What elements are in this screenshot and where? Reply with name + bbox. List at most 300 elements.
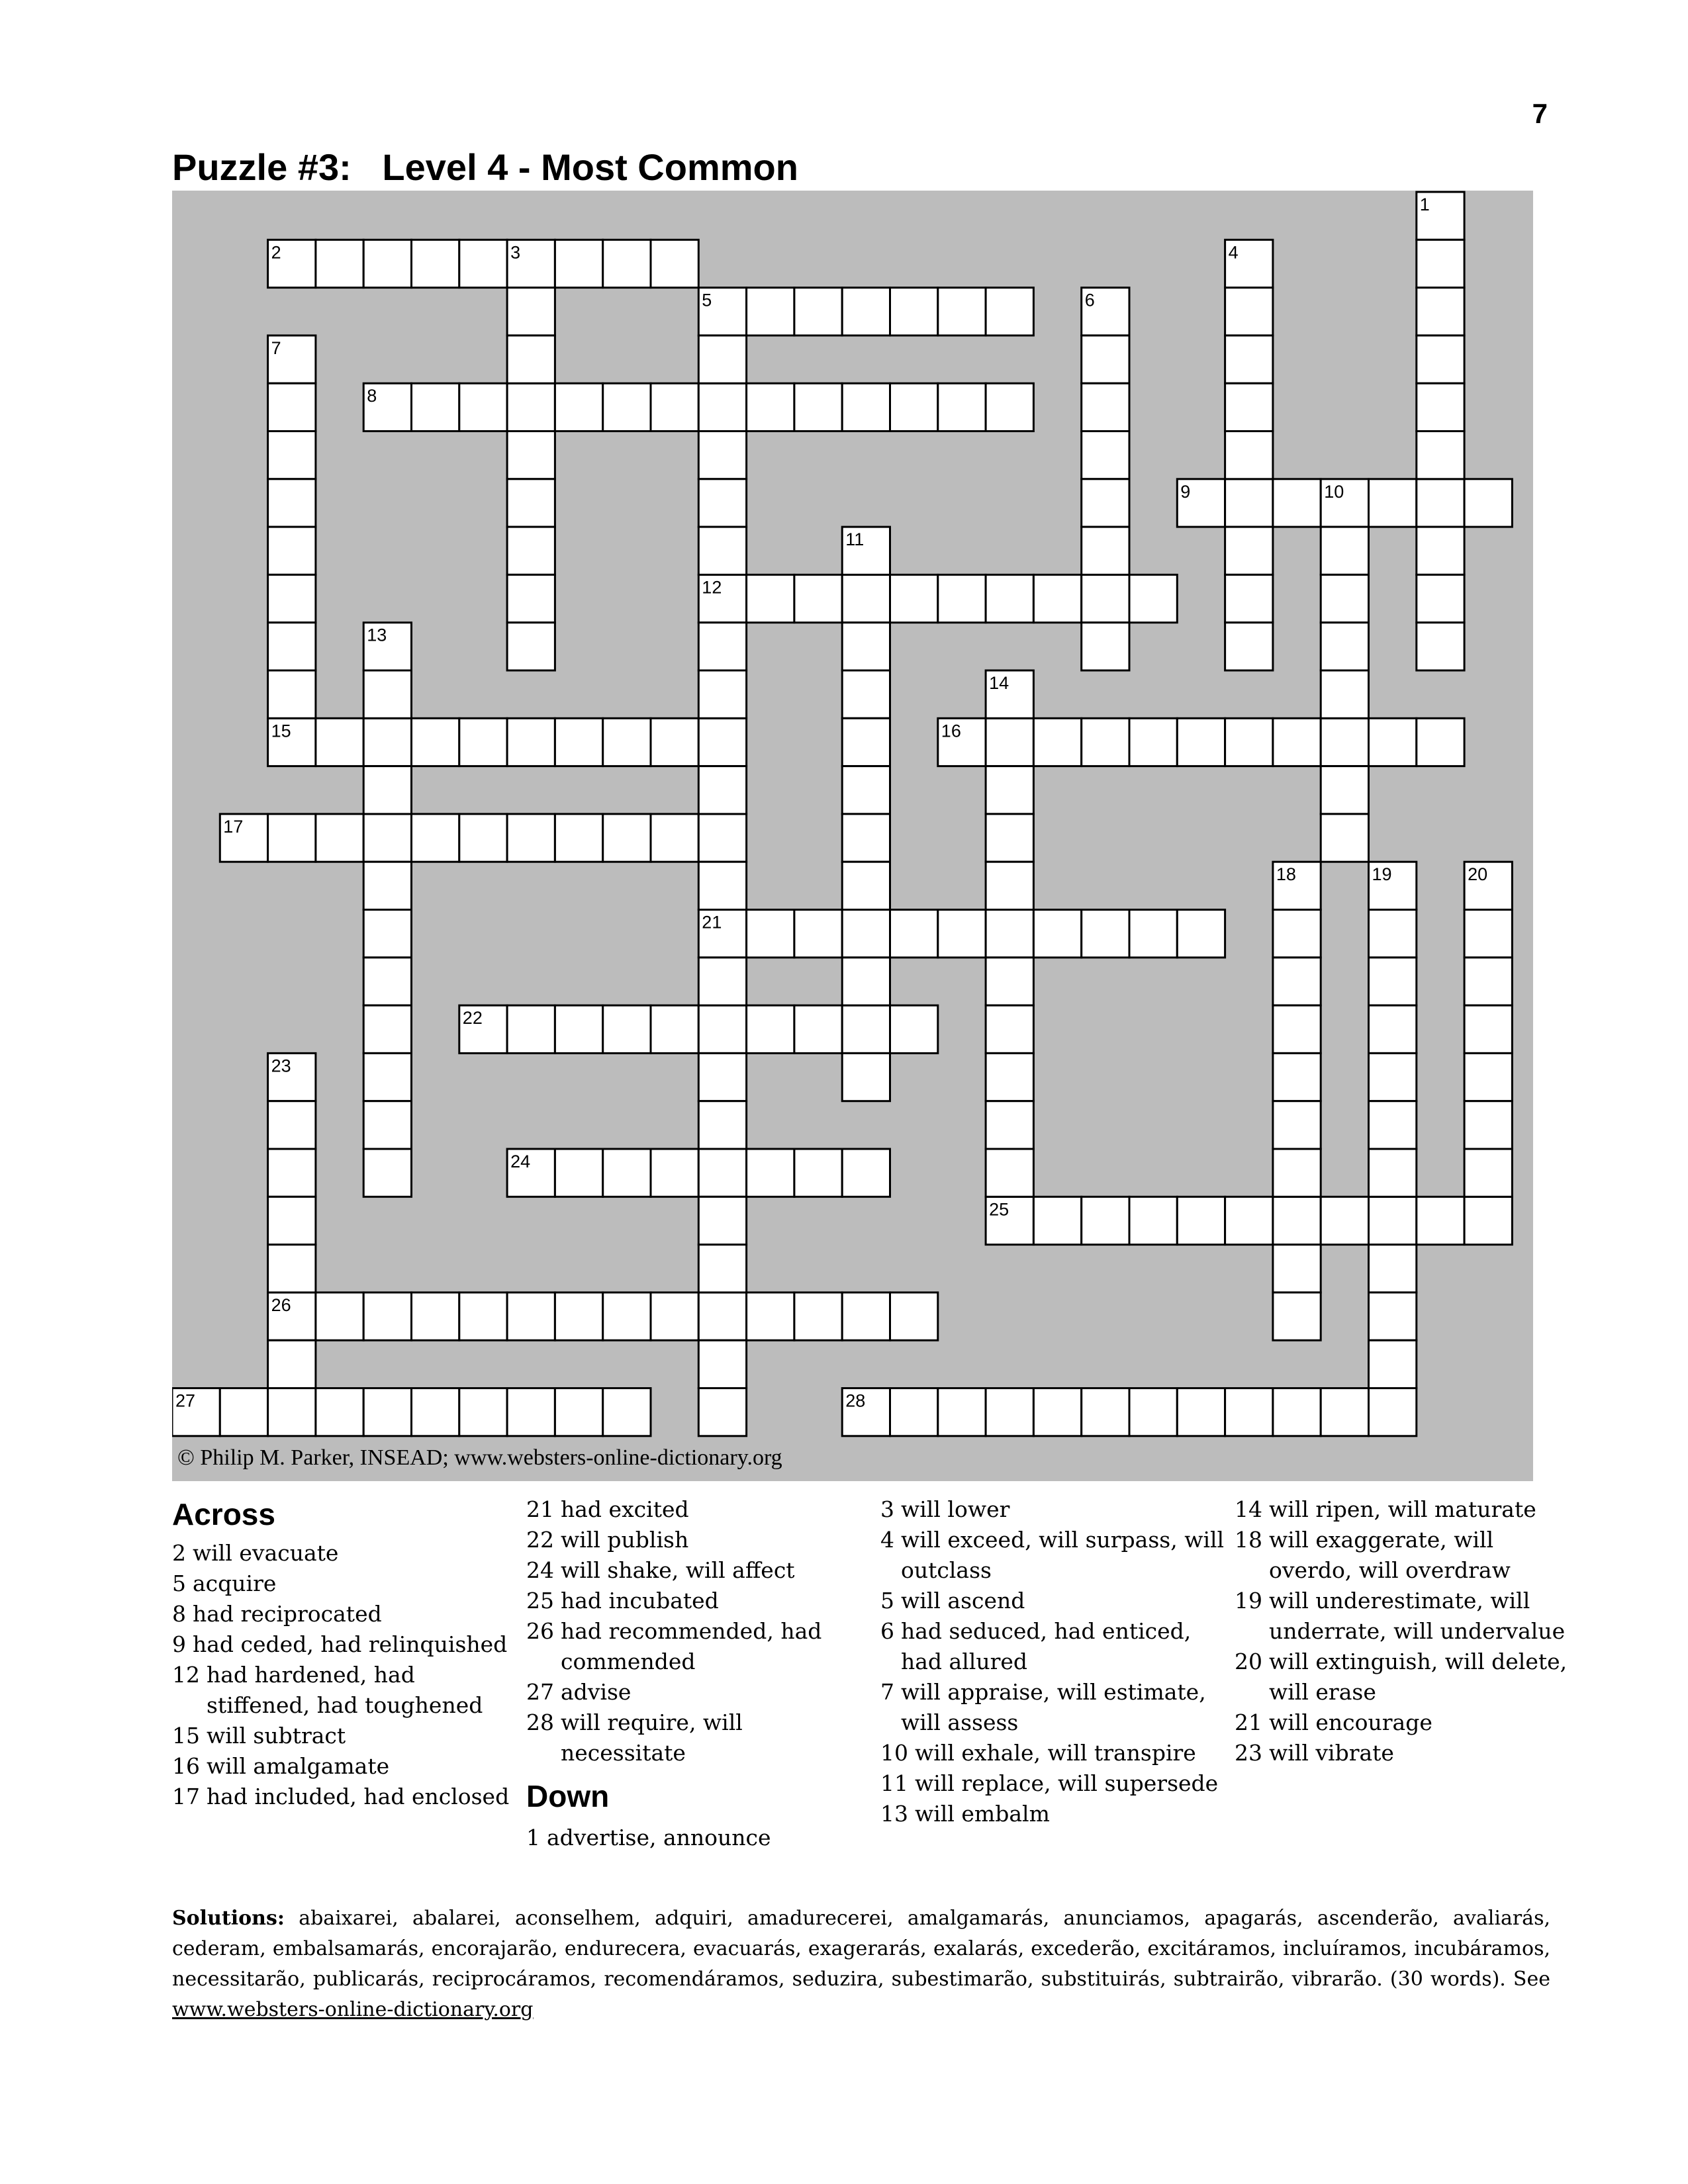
grid-cell[interactable]: [1082, 432, 1129, 479]
grid-cell[interactable]: [412, 1388, 459, 1436]
grid-cell[interactable]: [603, 240, 651, 287]
grid-cell[interactable]: [938, 910, 986, 958]
grid-cell[interactable]: [555, 814, 602, 862]
grid-cell[interactable]: [603, 718, 651, 766]
grid-cell[interactable]: [698, 670, 746, 718]
clue-item: [880, 1616, 1225, 1677]
grid-cell[interactable]: [698, 1005, 746, 1053]
grid-cell[interactable]: [1082, 1197, 1129, 1244]
grid-cell[interactable]: [1273, 718, 1321, 766]
grid-cell[interactable]: [363, 1101, 411, 1149]
clue-number: 21: [526, 1496, 554, 1522]
grid-cell[interactable]: [1321, 718, 1368, 766]
grid-cell[interactable]: [890, 910, 938, 958]
clue-item: [172, 1660, 516, 1721]
grid-cell[interactable]: [507, 479, 555, 527]
grid-cell[interactable]: [986, 862, 1033, 909]
clue-number: 10: [880, 1740, 908, 1766]
grid-cell[interactable]: [1464, 1053, 1512, 1101]
grid-cell[interactable]: [1129, 1197, 1177, 1244]
clue-text: will exhale, will transpire: [915, 1740, 1196, 1766]
grid-cell[interactable]: [890, 383, 938, 431]
grid-cell[interactable]: [459, 718, 507, 766]
grid-cell[interactable]: [794, 383, 842, 431]
grid-cell[interactable]: [938, 574, 986, 622]
clue-number: 6: [1084, 290, 1095, 310]
grid-cell[interactable]: [890, 574, 938, 622]
grid-cell[interactable]: [507, 1293, 555, 1340]
grid-cell[interactable]: [842, 288, 890, 336]
grid-cell[interactable]: [268, 574, 316, 622]
grid-cell[interactable]: [555, 1149, 602, 1197]
grid-cell[interactable]: [698, 336, 746, 383]
grid-cell[interactable]: [842, 1149, 890, 1197]
grid-cell[interactable]: [1369, 1388, 1417, 1436]
grid-cell[interactable]: [1369, 1053, 1417, 1101]
clue-group: [526, 1823, 870, 1853]
clue-text: will exceed, will surpass, will outclass: [901, 1527, 1225, 1583]
clue-number: 9: [1180, 481, 1191, 502]
grid-cell[interactable]: [507, 288, 555, 336]
grid-cell[interactable]: [986, 288, 1033, 336]
grid-cell[interactable]: [986, 910, 1033, 958]
grid-cell[interactable]: [555, 383, 602, 431]
grid-cell[interactable]: [698, 1340, 746, 1388]
grid-cell[interactable]: [794, 1149, 842, 1197]
clue-number: 17: [223, 816, 244, 837]
grid-cell[interactable]: [986, 718, 1033, 766]
grid-cell[interactable]: [747, 1293, 794, 1340]
grid-cell[interactable]: [507, 1388, 555, 1436]
grid-cell[interactable]: [1177, 910, 1225, 958]
grid-cell[interactable]: [268, 670, 316, 718]
grid-cell[interactable]: [698, 527, 746, 574]
grid-cell[interactable]: [1225, 432, 1273, 479]
grid-cell[interactable]: [651, 718, 698, 766]
grid-cell[interactable]: [747, 288, 794, 336]
grid-cell[interactable]: [268, 1245, 316, 1293]
grid-cell[interactable]: [842, 1005, 890, 1053]
grid-cell[interactable]: [1417, 574, 1464, 622]
grid-cell[interactable]: [1273, 958, 1321, 1005]
clue-text: will ripen, will maturate: [1269, 1496, 1536, 1522]
grid-cell[interactable]: [986, 814, 1033, 862]
grid-cell[interactable]: [555, 240, 602, 287]
grid-cell[interactable]: [1369, 1005, 1417, 1053]
clue-number: 19: [1235, 1588, 1262, 1614]
clue-item: [172, 1721, 516, 1751]
grid-cell[interactable]: [986, 1101, 1033, 1149]
grid-cell[interactable]: [1321, 623, 1368, 670]
clue-number: 11: [845, 529, 865, 550]
clue-number: 1: [526, 1825, 540, 1850]
grid-cell[interactable]: [842, 383, 890, 431]
grid-cell[interactable]: [1464, 1197, 1512, 1244]
grid-cell[interactable]: [1321, 527, 1368, 574]
grid-cell[interactable]: [1417, 288, 1464, 336]
clue-number: 15: [271, 721, 291, 741]
grid-cell[interactable]: [316, 1388, 363, 1436]
grid-cell[interactable]: [651, 814, 698, 862]
grid-cell[interactable]: [1417, 383, 1464, 431]
grid-cell[interactable]: [1321, 670, 1368, 718]
grid-cell[interactable]: [1464, 1005, 1512, 1053]
clue-number: 11: [880, 1770, 908, 1796]
grid-cell[interactable]: [507, 1005, 555, 1053]
grid-cell[interactable]: [603, 1149, 651, 1197]
grid-cell[interactable]: [1464, 1101, 1512, 1149]
grid-cell[interactable]: [507, 623, 555, 670]
grid-cell[interactable]: [698, 479, 746, 527]
grid-cell[interactable]: [698, 432, 746, 479]
grid-cell[interactable]: [794, 910, 842, 958]
grid-cell[interactable]: [268, 479, 316, 527]
clue-number: 10: [1324, 481, 1344, 502]
grid-cell[interactable]: [890, 1293, 938, 1340]
grid-cell[interactable]: [268, 1388, 316, 1436]
grid-cell[interactable]: [698, 383, 746, 431]
grid-cell[interactable]: [842, 766, 890, 814]
crossword-grid-svg: [172, 191, 1533, 1481]
grid-cell[interactable]: [890, 1005, 938, 1053]
grid-cell[interactable]: [842, 958, 890, 1005]
grid-cell[interactable]: [555, 718, 602, 766]
grid-cell[interactable]: [1417, 432, 1464, 479]
clue-number: 23: [1235, 1740, 1262, 1766]
clue-number: 8: [367, 386, 377, 406]
grid-cell[interactable]: [1369, 1293, 1417, 1340]
grid-cell[interactable]: [603, 1388, 651, 1436]
grid-cell[interactable]: [1417, 718, 1464, 766]
grid-cell[interactable]: [1464, 1149, 1512, 1197]
grid-cell[interactable]: [986, 1005, 1033, 1053]
grid-cell[interactable]: [316, 718, 363, 766]
grid-cell[interactable]: [986, 383, 1033, 431]
grid-cell[interactable]: [507, 718, 555, 766]
clue-number: 13: [367, 625, 387, 645]
grid-cell[interactable]: [794, 574, 842, 622]
grid-cell[interactable]: [747, 1149, 794, 1197]
grid-cell[interactable]: [603, 383, 651, 431]
grid-cell[interactable]: [507, 336, 555, 383]
grid-cell[interactable]: [1273, 1149, 1321, 1197]
grid-cell[interactable]: [1033, 718, 1081, 766]
grid-cell[interactable]: [555, 1293, 602, 1340]
grid-cell[interactable]: [363, 1005, 411, 1053]
grid-cell[interactable]: [1273, 910, 1321, 958]
grid-cell[interactable]: [1273, 1245, 1321, 1293]
grid-cell[interactable]: [363, 910, 411, 958]
grid-cell[interactable]: [1321, 766, 1368, 814]
grid-cell[interactable]: [363, 240, 411, 287]
grid-cell[interactable]: [986, 958, 1033, 1005]
grid-cell[interactable]: [842, 670, 890, 718]
grid-cell[interactable]: [938, 383, 986, 431]
grid-cell[interactable]: [1225, 623, 1273, 670]
grid-cell[interactable]: [268, 383, 316, 431]
clue-number: 7: [271, 338, 281, 358]
clue-item: [1235, 1586, 1579, 1647]
grid-cell[interactable]: [1033, 910, 1081, 958]
grid-cell[interactable]: [363, 718, 411, 766]
grid-cell[interactable]: [842, 1053, 890, 1101]
grid-cell[interactable]: [507, 814, 555, 862]
grid-cell[interactable]: [363, 670, 411, 718]
grid-cell[interactable]: [1033, 1388, 1081, 1436]
grid-cell[interactable]: [1033, 574, 1081, 622]
grid-cell[interactable]: [747, 910, 794, 958]
grid-cell[interactable]: [698, 1388, 746, 1436]
grid-cell[interactable]: [363, 1388, 411, 1436]
grid-cell[interactable]: [1129, 1388, 1177, 1436]
grid-cell[interactable]: [412, 1293, 459, 1340]
grid-cell[interactable]: [268, 623, 316, 670]
grid-cell[interactable]: [1225, 718, 1273, 766]
grid-cell[interactable]: [412, 814, 459, 862]
clue-group: [526, 1494, 870, 1768]
grid-cell[interactable]: [1225, 1388, 1273, 1436]
grid-cell[interactable]: [316, 814, 363, 862]
grid-cell[interactable]: [698, 1053, 746, 1101]
grid-cell[interactable]: [412, 383, 459, 431]
grid-cell[interactable]: [363, 1149, 411, 1197]
grid-cell[interactable]: [794, 288, 842, 336]
grid-cell[interactable]: [842, 862, 890, 909]
grid-cell[interactable]: [1464, 910, 1512, 958]
grid-cell[interactable]: [507, 574, 555, 622]
grid-cell[interactable]: [698, 766, 746, 814]
clue-number: 4: [1228, 242, 1239, 263]
grid-cell[interactable]: [1082, 383, 1129, 431]
grid-cell[interactable]: [986, 1053, 1033, 1101]
grid-cell[interactable]: [363, 1293, 411, 1340]
grid-cell[interactable]: [842, 574, 890, 622]
grid-cell[interactable]: [698, 623, 746, 670]
grid-cell[interactable]: [603, 1293, 651, 1340]
grid-cell[interactable]: [1369, 718, 1417, 766]
grid-cell[interactable]: [1369, 1149, 1417, 1197]
grid-cell[interactable]: [459, 383, 507, 431]
grid-cell[interactable]: [459, 814, 507, 862]
grid-cell[interactable]: [1225, 336, 1273, 383]
grid-cell[interactable]: [1129, 718, 1177, 766]
dictionary-link[interactable]: www.websters-online-dictionary.org: [172, 1998, 534, 2021]
grid-cell[interactable]: [698, 1101, 746, 1149]
grid-cell[interactable]: [842, 623, 890, 670]
grid-cell[interactable]: [1177, 718, 1225, 766]
grid-cell[interactable]: [268, 1340, 316, 1388]
grid-cell[interactable]: [1082, 623, 1129, 670]
grid-cell[interactable]: [1225, 574, 1273, 622]
grid-cell[interactable]: [1082, 574, 1129, 622]
grid-cell[interactable]: [747, 383, 794, 431]
clue-column-1: [172, 1494, 516, 1812]
grid-cell[interactable]: [986, 1388, 1033, 1436]
grid-cell[interactable]: [268, 432, 316, 479]
clue-text: will amalgamate: [207, 1753, 390, 1779]
grid-cell[interactable]: [1321, 574, 1368, 622]
grid-cell[interactable]: [1225, 1197, 1273, 1244]
grid-cell[interactable]: [651, 1293, 698, 1340]
grid-cell[interactable]: [986, 766, 1033, 814]
grid-cell[interactable]: [1129, 910, 1177, 958]
grid-cell[interactable]: [316, 1293, 363, 1340]
grid-cell[interactable]: [268, 1149, 316, 1197]
grid-cell[interactable]: [507, 527, 555, 574]
grid-cell[interactable]: [363, 766, 411, 814]
clue-column-2: [526, 1494, 870, 1853]
grid-cell[interactable]: [986, 574, 1033, 622]
grid-cell[interactable]: [1417, 479, 1464, 527]
grid-cell[interactable]: [1129, 574, 1177, 622]
grid-cell[interactable]: [698, 958, 746, 1005]
page-number: 7: [1532, 98, 1548, 129]
grid-cell[interactable]: [1082, 336, 1129, 383]
grid-cell[interactable]: [603, 814, 651, 862]
grid-cell[interactable]: [1321, 814, 1368, 862]
grid-cell[interactable]: [268, 1101, 316, 1149]
grid-cell[interactable]: [747, 1005, 794, 1053]
grid-cell[interactable]: [412, 240, 459, 287]
grid-cell[interactable]: [363, 958, 411, 1005]
grid-cell[interactable]: [363, 1053, 411, 1101]
clue-item: [880, 1525, 1225, 1586]
grid-cell[interactable]: [842, 718, 890, 766]
down-heading: Down: [526, 1779, 610, 1813]
clue-item: [526, 1494, 870, 1525]
grid-cell[interactable]: [1177, 1388, 1225, 1436]
grid-cell[interactable]: [651, 383, 698, 431]
grid-cell[interactable]: [1369, 1340, 1417, 1388]
grid-cell[interactable]: [459, 1293, 507, 1340]
grid-cell[interactable]: [651, 240, 698, 287]
grid-cell[interactable]: [698, 814, 746, 862]
grid-cell[interactable]: [651, 1005, 698, 1053]
grid-cell[interactable]: [1321, 1388, 1368, 1436]
grid-cell[interactable]: [1417, 1197, 1464, 1244]
grid-cell[interactable]: [363, 862, 411, 909]
grid-cell[interactable]: [1225, 383, 1273, 431]
grid-cell[interactable]: [890, 1388, 938, 1436]
crossword-grid: [172, 191, 1533, 1481]
grid-cell[interactable]: [1273, 1053, 1321, 1101]
clue-text: had reciprocated: [193, 1601, 382, 1627]
grid-cell[interactable]: [459, 1388, 507, 1436]
grid-cell[interactable]: [842, 910, 890, 958]
clue-number: 3: [510, 242, 521, 263]
grid-cell[interactable]: [220, 1388, 267, 1436]
grid-cell[interactable]: [1082, 479, 1129, 527]
clue-text: had seduced, had enticed, had allured: [901, 1618, 1192, 1674]
grid-cell[interactable]: [268, 1197, 316, 1244]
grid-cell[interactable]: [507, 432, 555, 479]
grid-cell[interactable]: [1082, 1388, 1129, 1436]
grid-cell[interactable]: [1369, 958, 1417, 1005]
grid-cell[interactable]: [698, 1245, 746, 1293]
grid-cell[interactable]: [890, 288, 938, 336]
clue-text: had hardened, had stiffened, had toughened: [207, 1662, 483, 1718]
clue-number: 6: [880, 1618, 894, 1644]
grid-cell[interactable]: [1369, 1245, 1417, 1293]
clue-text: acquire: [193, 1570, 277, 1596]
grid-cell[interactable]: [1177, 1197, 1225, 1244]
grid-cell[interactable]: [268, 814, 316, 862]
grid-cell[interactable]: [1417, 623, 1464, 670]
clue-text: will publish: [561, 1527, 689, 1553]
grid-cell[interactable]: [1082, 718, 1129, 766]
grid-cell[interactable]: [842, 1293, 890, 1340]
grid-cell[interactable]: [1464, 479, 1512, 527]
grid-cell[interactable]: [1082, 910, 1129, 958]
grid-cell[interactable]: [794, 1293, 842, 1340]
grid-cell[interactable]: [459, 240, 507, 287]
clue-text: will evacuate: [193, 1540, 339, 1566]
grid-cell[interactable]: [1321, 1197, 1368, 1244]
grid-cell[interactable]: [698, 1197, 746, 1244]
grid-cell[interactable]: [986, 1149, 1033, 1197]
grid-cell[interactable]: [1273, 1293, 1321, 1340]
grid-cell[interactable]: [1369, 1101, 1417, 1149]
grid-cell[interactable]: [1225, 479, 1273, 527]
clue-group: [1235, 1494, 1579, 1768]
clue-item: [880, 1799, 1225, 1829]
grid-cell[interactable]: [1082, 527, 1129, 574]
clue-number: 5: [702, 290, 712, 310]
grid-cell[interactable]: [507, 383, 555, 431]
grid-cell[interactable]: [698, 862, 746, 909]
clue-text: had ceded, had relinquished: [193, 1631, 508, 1657]
grid-cell[interactable]: [938, 288, 986, 336]
grid-cell[interactable]: [1225, 288, 1273, 336]
grid-cell[interactable]: [1417, 527, 1464, 574]
grid-cell[interactable]: [698, 1293, 746, 1340]
grid-cell[interactable]: [1273, 1197, 1321, 1244]
grid-cell[interactable]: [555, 1388, 602, 1436]
grid-cell[interactable]: [842, 814, 890, 862]
grid-cell[interactable]: [938, 1388, 986, 1436]
grid-cell[interactable]: [1369, 910, 1417, 958]
grid-cell[interactable]: [698, 1149, 746, 1197]
clue-number: 26: [526, 1618, 554, 1644]
grid-cell[interactable]: [794, 1005, 842, 1053]
grid-cell[interactable]: [412, 718, 459, 766]
grid-cell[interactable]: [268, 527, 316, 574]
clue-item: [880, 1677, 1225, 1738]
grid-cell[interactable]: [1273, 1388, 1321, 1436]
clue-text: will shake, will affect: [561, 1557, 795, 1583]
grid-cell[interactable]: [1273, 1101, 1321, 1149]
grid-cell[interactable]: [651, 1149, 698, 1197]
clue-text: will replace, will supersede: [915, 1770, 1219, 1796]
grid-cell[interactable]: [1369, 479, 1417, 527]
clue-text: will extinguish, will delete, will erase: [1269, 1649, 1568, 1705]
grid-cell[interactable]: [555, 1005, 602, 1053]
grid-cell[interactable]: [1369, 1197, 1417, 1244]
grid-cell[interactable]: [1033, 1197, 1081, 1244]
grid-cell[interactable]: [1417, 336, 1464, 383]
grid-cell[interactable]: [603, 1005, 651, 1053]
grid-cell[interactable]: [316, 240, 363, 287]
grid-cell[interactable]: [698, 718, 746, 766]
grid-cell[interactable]: [1417, 240, 1464, 287]
grid-cell[interactable]: [1464, 958, 1512, 1005]
clue-number: 14: [1235, 1496, 1262, 1522]
grid-cell[interactable]: [747, 574, 794, 622]
grid-cell[interactable]: [363, 814, 411, 862]
grid-cell[interactable]: [1273, 479, 1321, 527]
grid-cell[interactable]: [1273, 1005, 1321, 1053]
grid-cell[interactable]: [1225, 527, 1273, 574]
